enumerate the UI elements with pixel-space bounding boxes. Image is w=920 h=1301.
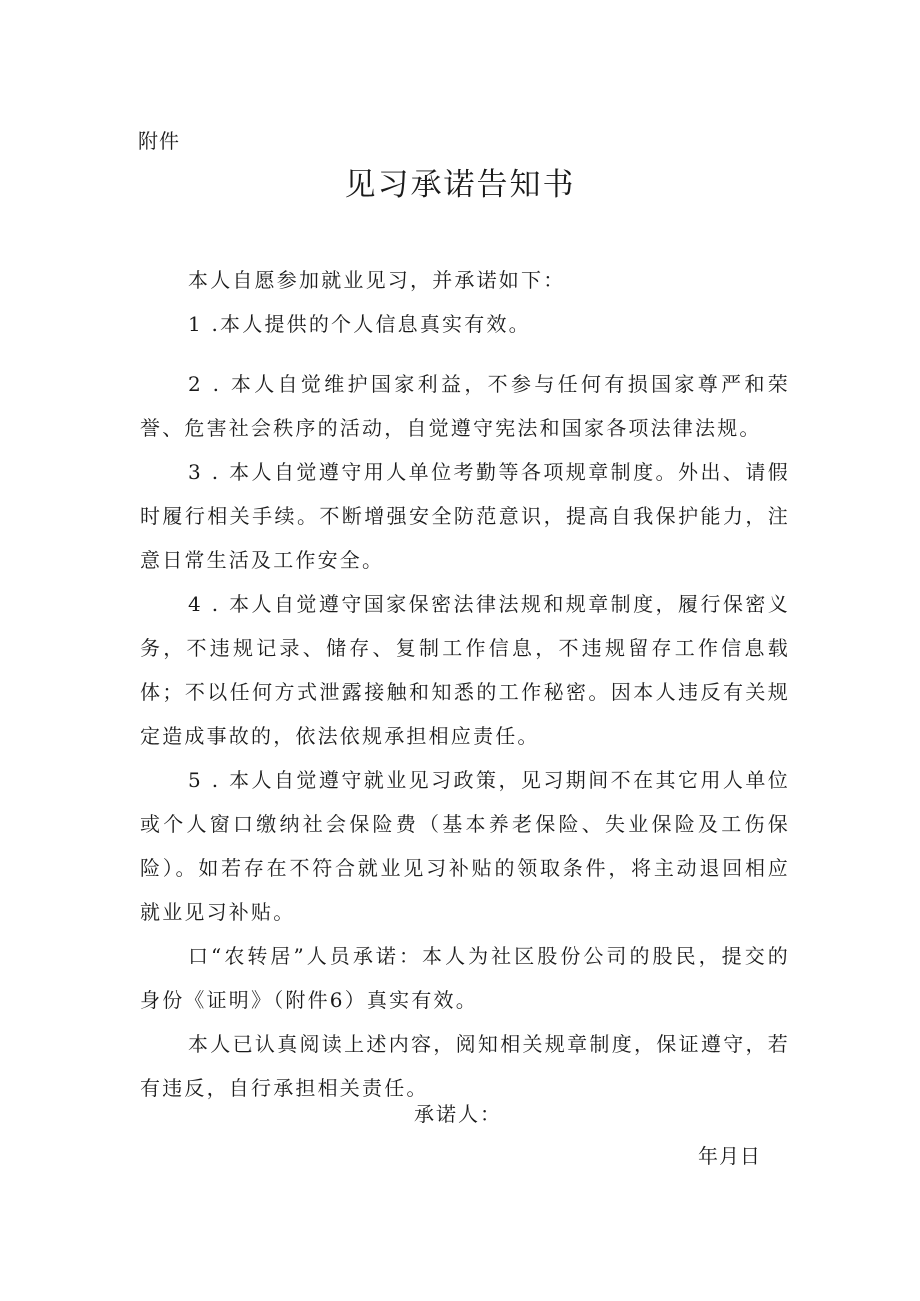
- intro-paragraph: 本人自愿参加就业见习，并承诺如下：: [188, 268, 566, 292]
- closing-statement: 本人已认真阅读上述内容，阅知相关规章制度，保证遵守，若有违反，自行承担相关责任。: [140, 1032, 790, 1100]
- commitment-item-1: 1 .本人提供的个人信息真实有效。: [188, 312, 531, 336]
- commitment-item-4: 4 . 本人自觉遵守国家保密法律法规和规章制度，履行保密义务，不违规记录、储存、复制工作信息，不违规留存工作信息载体；不以任何方式泄露接触和知悉的工作秘密。因本人违反有关规定造成事故的，依法依规承担相应责任。: [140, 592, 790, 748]
- date-label: 年月日: [698, 1144, 761, 1168]
- rural-resident-commitment: 口“农转居”人员承诺：本人为社区股份公司的股民，提交的身份《证明》（附件6）真实有效。: [140, 944, 790, 1012]
- commitment-item-2: 2 . 本人自觉维护国家利益，不参与任何有损国家尊严和荣誉、危害社会秩序的活动，自觉遵守宪法和国家各项法律法规。: [140, 372, 790, 440]
- commitment-item-3: 3 . 本人自觉遵守用人单位考勤等各项规章制度。外出、请假时履行相关手续。不断增强安全防范意识，提高自我保护能力，注意日常生活及工作安全。: [140, 460, 790, 572]
- commitment-item-5: 5 . 本人自觉遵守就业见习政策，见习期间不在其它用人单位或个人窗口缴纳社会保险费（基本养老保险、失业保险及工伤保险）。如若存在不符合就业见习补贴的领取条件，将主动退回相应就业见习补贴。: [140, 768, 790, 924]
- signer-label: 承诺人：: [414, 1102, 502, 1126]
- document-title: 见习承诺告知书: [344, 167, 576, 203]
- attachment-label: 附件: [138, 129, 180, 153]
- document-body: [140, 258, 790, 1110]
